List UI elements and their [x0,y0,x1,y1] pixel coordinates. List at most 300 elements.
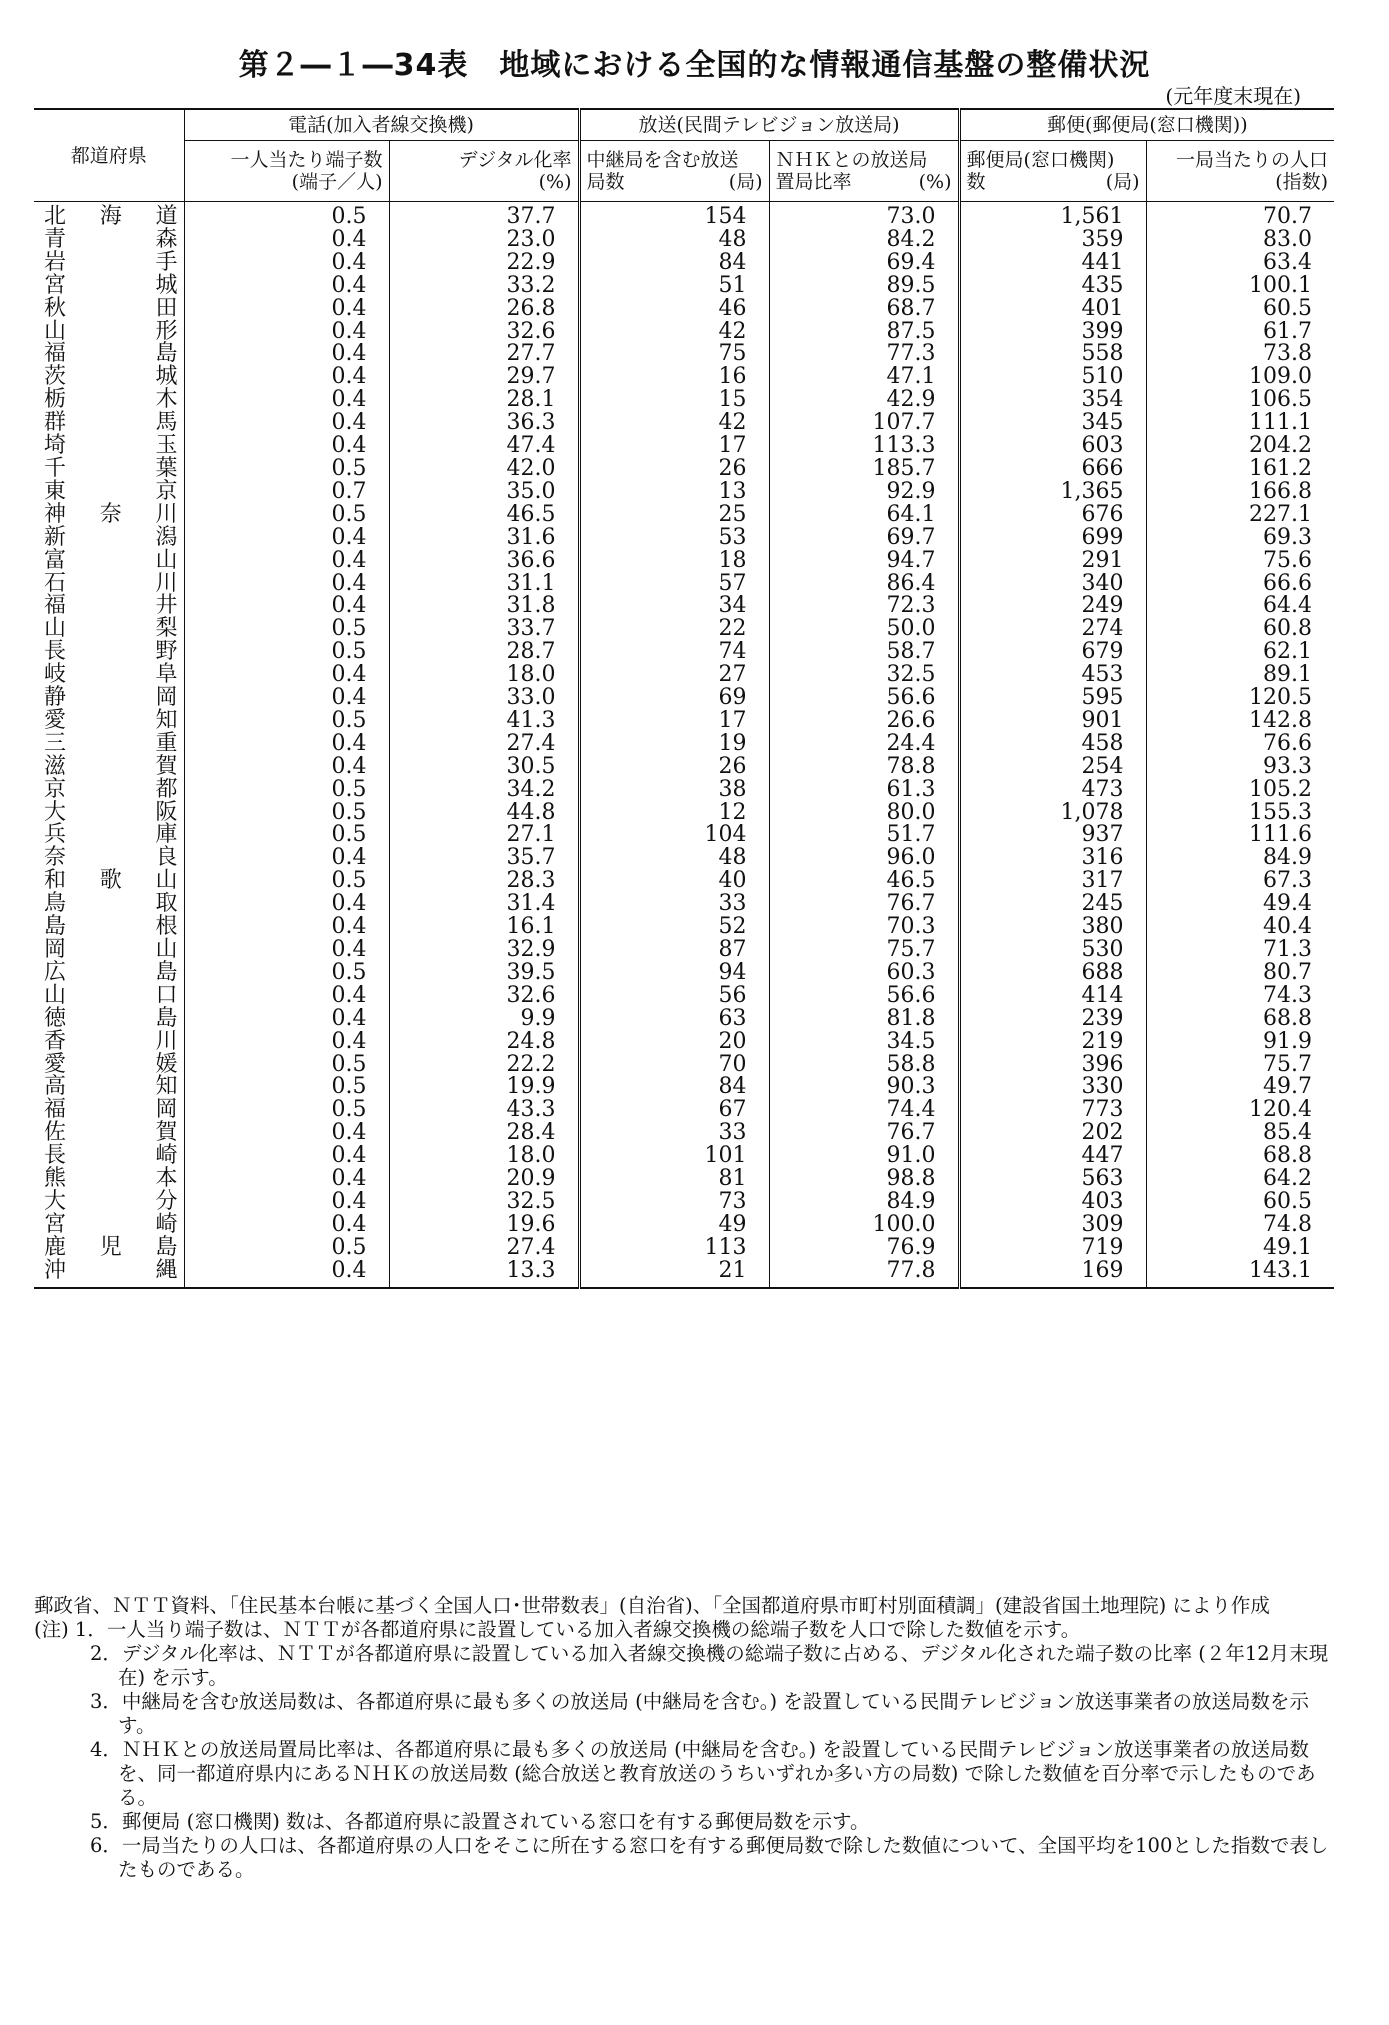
broadcast-stations-cell: 104 [579,824,769,847]
table-row [34,366,1334,389]
col-header-digital-rate: デジタル化率 (%) [389,141,579,202]
prefecture-name-cell: 長崎 [44,1143,180,1169]
terminals-per-person-cell: 0.5 [184,710,389,733]
population-index-cell: 67.3 [1146,870,1334,893]
table-row [34,1168,1334,1191]
broadcast-stations-cell: 53 [579,527,769,550]
terminals-per-person-cell: 0.5 [184,962,389,985]
terminals-per-person-cell: 0.4 [184,1260,389,1288]
population-index-cell: 89.1 [1146,664,1334,687]
population-index-cell: 93.3 [1146,756,1334,779]
population-index-cell: 76.6 [1146,733,1334,756]
digital-rate-cell: 32.6 [389,321,579,344]
table-row [34,412,1334,435]
post-offices-cell: 359 [959,229,1146,252]
nhk-ratio-cell: 50.0 [769,618,959,641]
broadcast-stations-cell: 94 [579,962,769,985]
nhk-ratio-cell: 96.0 [769,847,959,870]
terminals-per-person-cell: 0.4 [184,1214,389,1237]
table-row [34,202,1334,229]
population-index-cell: 100.1 [1146,275,1334,298]
post-offices-cell: 563 [959,1168,1146,1191]
post-offices-cell: 309 [959,1214,1146,1237]
broadcast-stations-cell: 40 [579,870,769,893]
terminals-per-person-cell: 0.4 [184,229,389,252]
col-header-population-per-office: 一局当たりの人口 (指数) [1146,141,1334,202]
broadcast-stations-cell: 15 [579,389,769,412]
table-row [34,710,1334,733]
nhk-ratio-cell: 78.8 [769,756,959,779]
prefecture-name-cell: 静岡 [44,685,180,711]
post-offices-cell: 558 [959,343,1146,366]
broadcast-stations-cell: 48 [579,229,769,252]
broadcast-group-header: 放送(民間テレビジョン放送局) [579,109,959,141]
terminals-per-person-cell: 0.4 [184,733,389,756]
broadcast-stations-cell: 154 [579,202,769,229]
population-index-cell: 74.3 [1146,985,1334,1008]
infrastructure-table [34,108,1334,1289]
broadcast-stations-cell: 25 [579,504,769,527]
digital-rate-cell: 24.8 [389,1031,579,1054]
terminals-per-person-cell: 0.4 [184,366,389,389]
population-index-cell: 69.3 [1146,527,1334,550]
broadcast-stations-cell: 17 [579,710,769,733]
post-offices-cell: 317 [959,870,1146,893]
terminals-per-person-cell: 0.5 [184,1076,389,1099]
nhk-ratio-cell: 74.4 [769,1099,959,1122]
broadcast-stations-cell: 51 [579,275,769,298]
digital-rate-cell: 31.8 [389,595,579,618]
terminals-per-person-cell: 0.4 [184,847,389,870]
digital-rate-cell: 23.0 [389,229,579,252]
broadcast-stations-cell: 101 [579,1145,769,1168]
nhk-ratio-cell: 69.7 [769,527,959,550]
population-index-cell: 111.1 [1146,412,1334,435]
population-index-cell: 80.7 [1146,962,1334,985]
population-index-cell: 60.5 [1146,1191,1334,1214]
digital-rate-cell: 33.7 [389,618,579,641]
terminals-per-person-cell: 0.5 [184,779,389,802]
digital-rate-cell: 32.5 [389,1191,579,1214]
broadcast-stations-cell: 26 [579,756,769,779]
broadcast-stations-cell: 16 [579,366,769,389]
broadcast-stations-cell: 113 [579,1237,769,1260]
prefecture-name-cell: 岩手 [44,249,180,275]
broadcast-stations-cell: 84 [579,252,769,275]
nhk-ratio-cell: 86.4 [769,573,959,596]
post-offices-cell: 676 [959,504,1146,527]
table-body [34,202,1334,1288]
post-offices-cell: 219 [959,1031,1146,1054]
table-row [34,458,1334,481]
terminals-per-person-cell: 0.4 [184,321,389,344]
prefecture-name-cell: 京都 [44,776,180,802]
post-offices-cell: 458 [959,733,1146,756]
post-offices-cell: 396 [959,1054,1146,1077]
population-index-cell: 49.1 [1146,1237,1334,1260]
post-offices-cell: 937 [959,824,1146,847]
broadcast-stations-cell: 74 [579,641,769,664]
as-of-date: (元年度末現在) [1165,84,1301,108]
nhk-ratio-cell: 77.8 [769,1260,959,1288]
post-offices-cell: 401 [959,298,1146,321]
digital-rate-cell: 39.5 [389,962,579,985]
population-index-cell: 49.4 [1146,893,1334,916]
terminals-per-person-cell: 0.4 [184,298,389,321]
nhk-ratio-cell: 47.1 [769,366,959,389]
nhk-ratio-cell: 81.8 [769,1008,959,1031]
digital-rate-cell: 19.6 [389,1214,579,1237]
population-index-cell: 120.5 [1146,687,1334,710]
prefecture-name-cell: 福島 [44,341,180,367]
broadcast-stations-cell: 42 [579,412,769,435]
table-row [34,1076,1334,1099]
population-index-cell: 85.4 [1146,1122,1334,1145]
population-index-cell: 109.0 [1146,366,1334,389]
post-offices-cell: 340 [959,573,1146,596]
digital-rate-cell: 9.9 [389,1008,579,1031]
post-offices-cell: 274 [959,618,1146,641]
terminals-per-person-cell: 0.4 [184,664,389,687]
population-index-cell: 64.2 [1146,1168,1334,1191]
post-offices-cell: 510 [959,366,1146,389]
digital-rate-cell: 18.0 [389,1145,579,1168]
nhk-ratio-cell: 51.7 [769,824,959,847]
col-header-broadcast-stations: 中継局を含む放送 局数 (局) [579,141,769,202]
broadcast-stations-cell: 70 [579,1054,769,1077]
table-row [34,527,1334,550]
table-row [34,1260,1334,1288]
prefecture-name-cell: 福岡 [44,1097,180,1123]
digital-rate-cell: 35.0 [389,481,579,504]
broadcast-stations-cell: 12 [579,802,769,825]
note-2: 2．デジタル化率は、ＮＴＴが各都道府県に設置している加入者線交換機の総端子数に占める、デジタル化された端子数の比率 (２年12月末現在) を示す。 [90,1642,1329,1689]
nhk-ratio-cell: 98.8 [769,1168,959,1191]
broadcast-stations-cell: 33 [579,893,769,916]
prefecture-name-cell: 群馬 [44,410,180,436]
broadcast-stations-cell: 56 [579,985,769,1008]
terminals-per-person-cell: 0.4 [184,687,389,710]
nhk-ratio-cell: 56.6 [769,687,959,710]
population-index-cell: 155.3 [1146,802,1334,825]
prefecture-name-cell: 島根 [44,914,180,940]
prefecture-name-cell: 福井 [44,593,180,619]
post-offices-cell: 666 [959,458,1146,481]
prefecture-name-cell: 広島 [44,959,180,985]
nhk-ratio-cell: 60.3 [769,962,959,985]
population-index-cell: 61.7 [1146,321,1334,344]
nhk-ratio-cell: 24.4 [769,733,959,756]
post-offices-cell: 202 [959,1122,1146,1145]
nhk-ratio-cell: 94.7 [769,550,959,573]
population-index-cell: 60.8 [1146,618,1334,641]
broadcast-stations-cell: 67 [579,1099,769,1122]
population-index-cell: 166.8 [1146,481,1334,504]
table-row [34,275,1334,298]
broadcast-stations-cell: 20 [579,1031,769,1054]
digital-rate-cell: 19.9 [389,1076,579,1099]
digital-rate-cell: 28.3 [389,870,579,893]
table-row [34,1031,1334,1054]
nhk-ratio-cell: 92.9 [769,481,959,504]
note-6: 6．一局当たりの人口は、各都道府県の人口をそこに所在する窓口を有する郵便局数で除した数値について、全国平均を100とした指数で表したものである。 [90,1834,1329,1881]
nhk-ratio-cell: 185.7 [769,458,959,481]
digital-rate-cell: 29.7 [389,366,579,389]
population-index-cell: 64.4 [1146,595,1334,618]
broadcast-stations-cell: 42 [579,321,769,344]
broadcast-stations-cell: 26 [579,458,769,481]
note-3: 3．中継局を含む放送局数は、各都道府県に最も多くの放送局 (中継局を含む。) を設置している民間テレビジョン放送事業者の放送局数を示す。 [90,1690,1309,1737]
table-row [34,229,1334,252]
nhk-ratio-cell: 68.7 [769,298,959,321]
table-row [34,389,1334,412]
table-row [34,298,1334,321]
terminals-per-person-cell: 0.5 [184,1054,389,1077]
terminals-per-person-cell: 0.5 [184,618,389,641]
prefecture-name-cell: 茨城 [44,364,180,390]
population-index-cell: 73.8 [1146,343,1334,366]
broadcast-stations-cell: 13 [579,481,769,504]
table-row [34,641,1334,664]
table-row [34,1145,1334,1168]
digital-rate-cell: 33.0 [389,687,579,710]
prefecture-name-cell: 徳島 [44,1005,180,1031]
population-index-cell: 84.9 [1146,847,1334,870]
table-row [34,824,1334,847]
broadcast-stations-cell: 75 [579,343,769,366]
broadcast-stations-cell: 52 [579,916,769,939]
prefecture-name-cell: 大阪 [44,799,180,825]
digital-rate-cell: 26.8 [389,298,579,321]
nhk-ratio-cell: 107.7 [769,412,959,435]
nhk-ratio-cell: 84.9 [769,1191,959,1214]
post-offices-cell: 254 [959,756,1146,779]
terminals-per-person-cell: 0.4 [184,435,389,458]
prefecture-name-cell: 岡山 [44,937,180,962]
table-row [34,1008,1334,1031]
digital-rate-cell: 33.2 [389,275,579,298]
terminals-per-person-cell: 0.4 [184,1191,389,1214]
prefecture-name-cell: 鹿児島 [44,1234,180,1260]
post-offices-cell: 380 [959,916,1146,939]
population-index-cell: 63.4 [1146,252,1334,275]
broadcast-stations-cell: 19 [579,733,769,756]
digital-rate-cell: 44.8 [389,802,579,825]
table-row [34,573,1334,596]
prefecture-name-cell: 宮城 [44,272,180,298]
post-offices-cell: 595 [959,687,1146,710]
terminals-per-person-cell: 0.4 [184,389,389,412]
digital-rate-cell: 22.2 [389,1054,579,1077]
post-offices-cell: 901 [959,710,1146,733]
post-offices-cell: 169 [959,1260,1146,1288]
post-offices-cell: 414 [959,985,1146,1008]
post-offices-cell: 316 [959,847,1146,870]
table-row [34,618,1334,641]
terminals-per-person-cell: 0.4 [184,527,389,550]
population-index-cell: 49.7 [1146,1076,1334,1099]
table-row [34,756,1334,779]
terminals-per-person-cell: 0.4 [184,550,389,573]
population-index-cell: 111.6 [1146,824,1334,847]
post-offices-cell: 291 [959,550,1146,573]
note-4: 4．ＮＨＫとの放送局置局比率は、各都道府県に最も多くの放送局 (中継局を含む。) を設置している民間テレビジョン放送事業者の放送局数を、同一都道府県内にあるＮＨＫの放送局数 (総合放送と教育放送のうちいずれか多い方の局数) で除した数値を百分率で示したものである。 [90,1738,1316,1809]
prefecture-name-cell: 山形 [44,318,180,344]
digital-rate-cell: 13.3 [389,1260,579,1288]
terminals-per-person-cell: 0.7 [184,481,389,504]
prefecture-name-cell: 秋田 [44,295,180,321]
phone-group-header: 電話(加入者線交換機) [184,109,579,141]
col-header-terminals-per-person: 一人当たり端子数 (端子／人) [184,141,389,202]
terminals-per-person-cell: 0.4 [184,916,389,939]
broadcast-stations-cell: 69 [579,687,769,710]
prefecture-name-cell: 富山 [44,547,180,573]
digital-rate-cell: 31.4 [389,893,579,916]
digital-rate-cell: 28.1 [389,389,579,412]
nhk-ratio-cell: 56.6 [769,985,959,1008]
digital-rate-cell: 31.6 [389,527,579,550]
terminals-per-person-cell: 0.4 [184,1122,389,1145]
table-row [34,916,1334,939]
post-offices-cell: 239 [959,1008,1146,1031]
post-offices-cell: 530 [959,939,1146,962]
nhk-ratio-cell: 91.0 [769,1145,959,1168]
prefecture-name-cell: 岐阜 [44,662,180,688]
table-row [34,550,1334,573]
terminals-per-person-cell: 0.4 [184,595,389,618]
digital-rate-cell: 30.5 [389,756,579,779]
population-index-cell: 70.7 [1146,202,1334,229]
prefecture-name-cell: 兵庫 [44,822,180,848]
post-offices-cell: 441 [959,252,1146,275]
terminals-per-person-cell: 0.4 [184,756,389,779]
prefecture-name-cell: 高知 [44,1074,180,1100]
broadcast-stations-cell: 17 [579,435,769,458]
post-offices-cell: 719 [959,1237,1146,1260]
post-offices-cell: 245 [959,893,1146,916]
broadcast-stations-cell: 48 [579,847,769,870]
digital-rate-cell: 47.4 [389,435,579,458]
post-offices-cell: 473 [959,779,1146,802]
prefecture-name-cell: 鳥取 [44,891,180,917]
col-header-nhk-ratio: ＮＨＫとの放送局 置局比率 (%) [769,141,959,202]
digital-rate-cell: 27.1 [389,824,579,847]
population-index-cell: 83.0 [1146,229,1334,252]
nhk-ratio-cell: 46.5 [769,870,959,893]
prefecture-name-cell: 神奈川 [44,501,180,527]
terminals-per-person-cell: 0.5 [184,504,389,527]
table-row [34,343,1334,366]
digital-rate-cell: 27.4 [389,733,579,756]
terminals-per-person-cell: 0.4 [184,275,389,298]
nhk-ratio-cell: 69.4 [769,252,959,275]
terminals-per-person-cell: 0.5 [184,1237,389,1260]
broadcast-stations-cell: 22 [579,618,769,641]
nhk-ratio-cell: 34.5 [769,1031,959,1054]
population-index-cell: 71.3 [1146,939,1334,962]
broadcast-stations-cell: 38 [579,779,769,802]
digital-rate-cell: 37.7 [389,202,579,229]
table-row [34,985,1334,1008]
digital-rate-cell: 27.4 [389,1237,579,1260]
terminals-per-person-cell: 0.4 [184,939,389,962]
terminals-per-person-cell: 0.5 [184,641,389,664]
nhk-ratio-cell: 42.9 [769,389,959,412]
digital-rate-cell: 32.6 [389,985,579,1008]
terminals-per-person-cell: 0.5 [184,870,389,893]
notes-section [34,1594,1334,1882]
table-row [34,1237,1334,1260]
table-row [34,939,1334,962]
post-offices-cell: 403 [959,1191,1146,1214]
prefecture-name-cell: 新潟 [44,524,180,550]
prefecture-name-cell: 栃木 [44,387,180,413]
broadcast-stations-cell: 73 [579,1191,769,1214]
nhk-ratio-cell: 75.7 [769,939,959,962]
population-index-cell: 75.6 [1146,550,1334,573]
digital-rate-cell: 22.9 [389,252,579,275]
nhk-ratio-cell: 90.3 [769,1076,959,1099]
nhk-ratio-cell: 80.0 [769,802,959,825]
terminals-per-person-cell: 0.5 [184,458,389,481]
table-row [34,733,1334,756]
terminals-per-person-cell: 0.4 [184,985,389,1008]
prefecture-name-cell: 沖縄 [34,1260,184,1288]
population-index-cell: 91.9 [1146,1031,1334,1054]
post-offices-cell: 773 [959,1099,1146,1122]
nhk-ratio-cell: 61.3 [769,779,959,802]
broadcast-stations-cell: 63 [579,1008,769,1031]
broadcast-stations-cell: 27 [579,664,769,687]
nhk-ratio-cell: 76.9 [769,1237,959,1260]
digital-rate-cell: 36.6 [389,550,579,573]
table-title: 第２―１―34表 地域における全国的な情報通信基盤の整備状況 [238,48,1151,83]
table-row [34,1122,1334,1145]
prefecture-name-cell: 長野 [44,639,180,665]
population-index-cell: 143.1 [1146,1260,1334,1288]
prefecture-name-cell: 愛知 [44,707,180,733]
digital-rate-cell: 42.0 [389,458,579,481]
population-index-cell: 161.2 [1146,458,1334,481]
post-offices-cell: 699 [959,527,1146,550]
prefecture-name-cell: 愛媛 [44,1051,180,1077]
terminals-per-person-cell: 0.4 [184,252,389,275]
post-group-header: 郵便(郵便局(窓口機関)) [959,109,1334,141]
broadcast-stations-cell: 57 [579,573,769,596]
table-row [34,481,1334,504]
nhk-ratio-cell: 100.0 [769,1214,959,1237]
prefecture-name-cell: 宮崎 [44,1211,180,1237]
prefecture-name-cell: 奈良 [44,845,180,871]
prefecture-name-cell: 千葉 [44,455,180,481]
terminals-per-person-cell: 0.4 [184,343,389,366]
prefecture-header: 都道府県 [34,109,184,202]
digital-rate-cell: 28.7 [389,641,579,664]
post-offices-cell: 688 [959,962,1146,985]
nhk-ratio-cell: 87.5 [769,321,959,344]
post-offices-cell: 435 [959,275,1146,298]
digital-rate-cell: 18.0 [389,664,579,687]
broadcast-stations-cell: 81 [579,1168,769,1191]
nhk-ratio-cell: 77.3 [769,343,959,366]
terminals-per-person-cell: 0.5 [184,824,389,847]
prefecture-name-cell: 北海道 [44,204,180,229]
digital-rate-cell: 32.9 [389,939,579,962]
population-index-cell: 68.8 [1146,1145,1334,1168]
population-index-cell: 106.5 [1146,389,1334,412]
population-index-cell: 227.1 [1146,504,1334,527]
nhk-ratio-cell: 73.0 [769,202,959,229]
